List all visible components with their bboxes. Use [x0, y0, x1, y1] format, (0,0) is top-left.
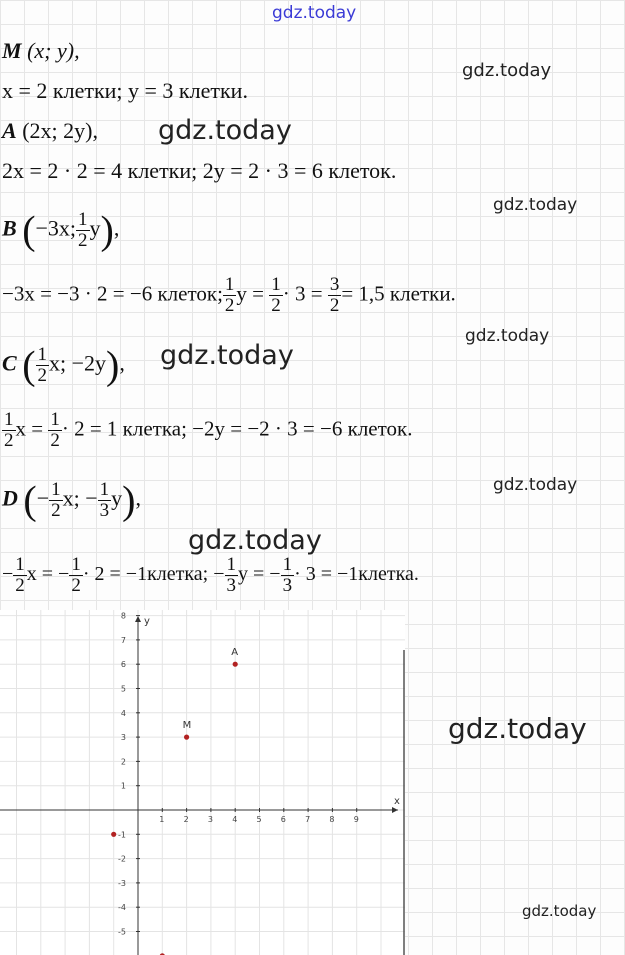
watermark: gdz.today — [160, 340, 294, 371]
watermark: gdz.today — [493, 195, 578, 215]
y-tick-label: 8 — [120, 611, 126, 621]
expr: x; −2y — [49, 350, 107, 376]
expr: x; − — [62, 485, 98, 511]
watermark: gdz.today — [493, 475, 578, 495]
y-tick-label: 7 — [120, 635, 126, 645]
expr: y — [89, 215, 101, 241]
fraction: $\frac{1}{3}$ — [226, 554, 237, 596]
expr: − — [36, 485, 50, 511]
paren: ) — [122, 477, 136, 523]
y-tick-label: -1 — [118, 830, 126, 840]
point-label-a: A — [2, 118, 17, 143]
fraction: $\frac{3}{2}$ — [329, 274, 340, 316]
watermark-top: gdz.today — [272, 3, 357, 23]
comma: , — [113, 215, 120, 241]
x-axis-label: x — [394, 796, 400, 807]
fraction: $\frac{1}{3}$ — [99, 479, 110, 521]
point-label: A — [231, 647, 239, 659]
y-tick-label: -4 — [118, 903, 126, 913]
watermark: gdz.today — [462, 60, 552, 81]
line-b-point — [2, 207, 120, 253]
y-tick-label: 1 — [120, 781, 126, 791]
plot-background — [0, 610, 405, 955]
line-d-point — [2, 477, 141, 523]
fraction: $\frac{1}{2}$ — [271, 274, 281, 316]
y-tick-label: 6 — [120, 660, 126, 670]
paren: ) — [100, 207, 114, 253]
point-coords: (x; y), — [27, 38, 80, 63]
watermark: gdz.today — [448, 712, 587, 745]
y-tick-label: -2 — [118, 854, 126, 864]
point-label: M — [182, 720, 192, 732]
x-tick-label: 4 — [232, 815, 238, 824]
paren: ( — [23, 477, 37, 523]
x-tick-label: 9 — [353, 815, 359, 824]
x-tick-label: 8 — [329, 815, 335, 824]
expr: y = − — [238, 563, 281, 586]
expr: −3x = −3 · 2 = −6 клеток; — [2, 281, 223, 306]
line-a-point — [2, 120, 98, 142]
line-a-values: 2x = 2 · 2 = 4 клетки; 2y = 2 · 3 = 6 клеток. — [2, 158, 397, 183]
line-c-point — [2, 342, 125, 388]
expr: x = − — [26, 563, 70, 586]
watermark: gdz.today — [158, 115, 292, 146]
y-tick-label: 5 — [120, 684, 126, 694]
fraction: $\frac{1}{2}$ — [224, 274, 235, 316]
x-tick-label: 6 — [280, 815, 286, 824]
line-c-values — [2, 410, 412, 451]
expr: y = — [236, 281, 264, 306]
y-tick-label: 4 — [120, 708, 126, 718]
line-d-values — [2, 555, 419, 596]
expr: · 3 = — [282, 281, 323, 306]
watermark: gdz.today — [522, 902, 597, 920]
fraction: $\frac{1}{2}$ — [15, 554, 25, 596]
x-tick-label: 1 — [159, 815, 165, 824]
point-label-c: C — [2, 350, 17, 376]
x-tick-label: 2 — [183, 815, 189, 824]
expr: = 1,5 клетки. — [341, 281, 456, 306]
fraction: $\frac{1}{2}$ — [51, 479, 61, 521]
fraction: $\frac{1}{3}$ — [282, 554, 293, 596]
paren: ) — [106, 342, 120, 388]
line-m-point — [2, 40, 80, 62]
x-tick-label: 7 — [305, 815, 311, 824]
line-b-values — [2, 275, 456, 316]
fraction: $\frac{1}{2}$ — [50, 409, 60, 451]
fraction: $\frac{1}{2}$ — [71, 554, 81, 596]
comma: , — [135, 485, 141, 511]
paren: ( — [22, 342, 36, 388]
expr: x = — [15, 416, 44, 441]
point-coords: (2x; 2y), — [22, 118, 98, 143]
watermark: gdz.today — [188, 525, 322, 556]
expr: −3x; — [35, 215, 77, 241]
watermark: gdz.today — [465, 326, 550, 346]
point-m — [184, 735, 189, 740]
point-a — [233, 662, 238, 667]
y-tick-label: 2 — [120, 757, 126, 767]
x-tick-label: 5 — [256, 815, 262, 824]
expr: · 2 = −1клетка; − — [82, 563, 225, 586]
fraction: $\frac{1}{2}$ — [4, 409, 14, 451]
y-tick-label: 3 — [120, 733, 126, 743]
expr: · 3 = −1клетка. — [294, 563, 419, 586]
comma: , — [119, 350, 125, 376]
y-tick-label: -3 — [118, 878, 126, 888]
x-tick-label: 3 — [207, 815, 213, 824]
fraction: $\frac{1}{2}$ — [37, 344, 48, 386]
paren: ( — [22, 207, 36, 253]
coordinate-plane — [0, 610, 410, 955]
point-label-d: D — [2, 485, 18, 511]
point-label-b: B — [2, 215, 17, 241]
y-tick-label: -5 — [118, 927, 126, 937]
expr: · 2 = 1 клетка; −2y = −2 · 3 = −6 клеток. — [61, 416, 413, 441]
y-axis-label: y — [144, 616, 150, 627]
line-m-values: x = 2 клетки; y = 3 клетки. — [2, 78, 248, 103]
fraction: $\frac{1}{2}$ — [78, 209, 88, 251]
point-unlabeled — [111, 832, 116, 837]
expr: − — [2, 563, 14, 586]
expr: y — [111, 485, 123, 511]
point-label-m: M — [2, 38, 22, 63]
